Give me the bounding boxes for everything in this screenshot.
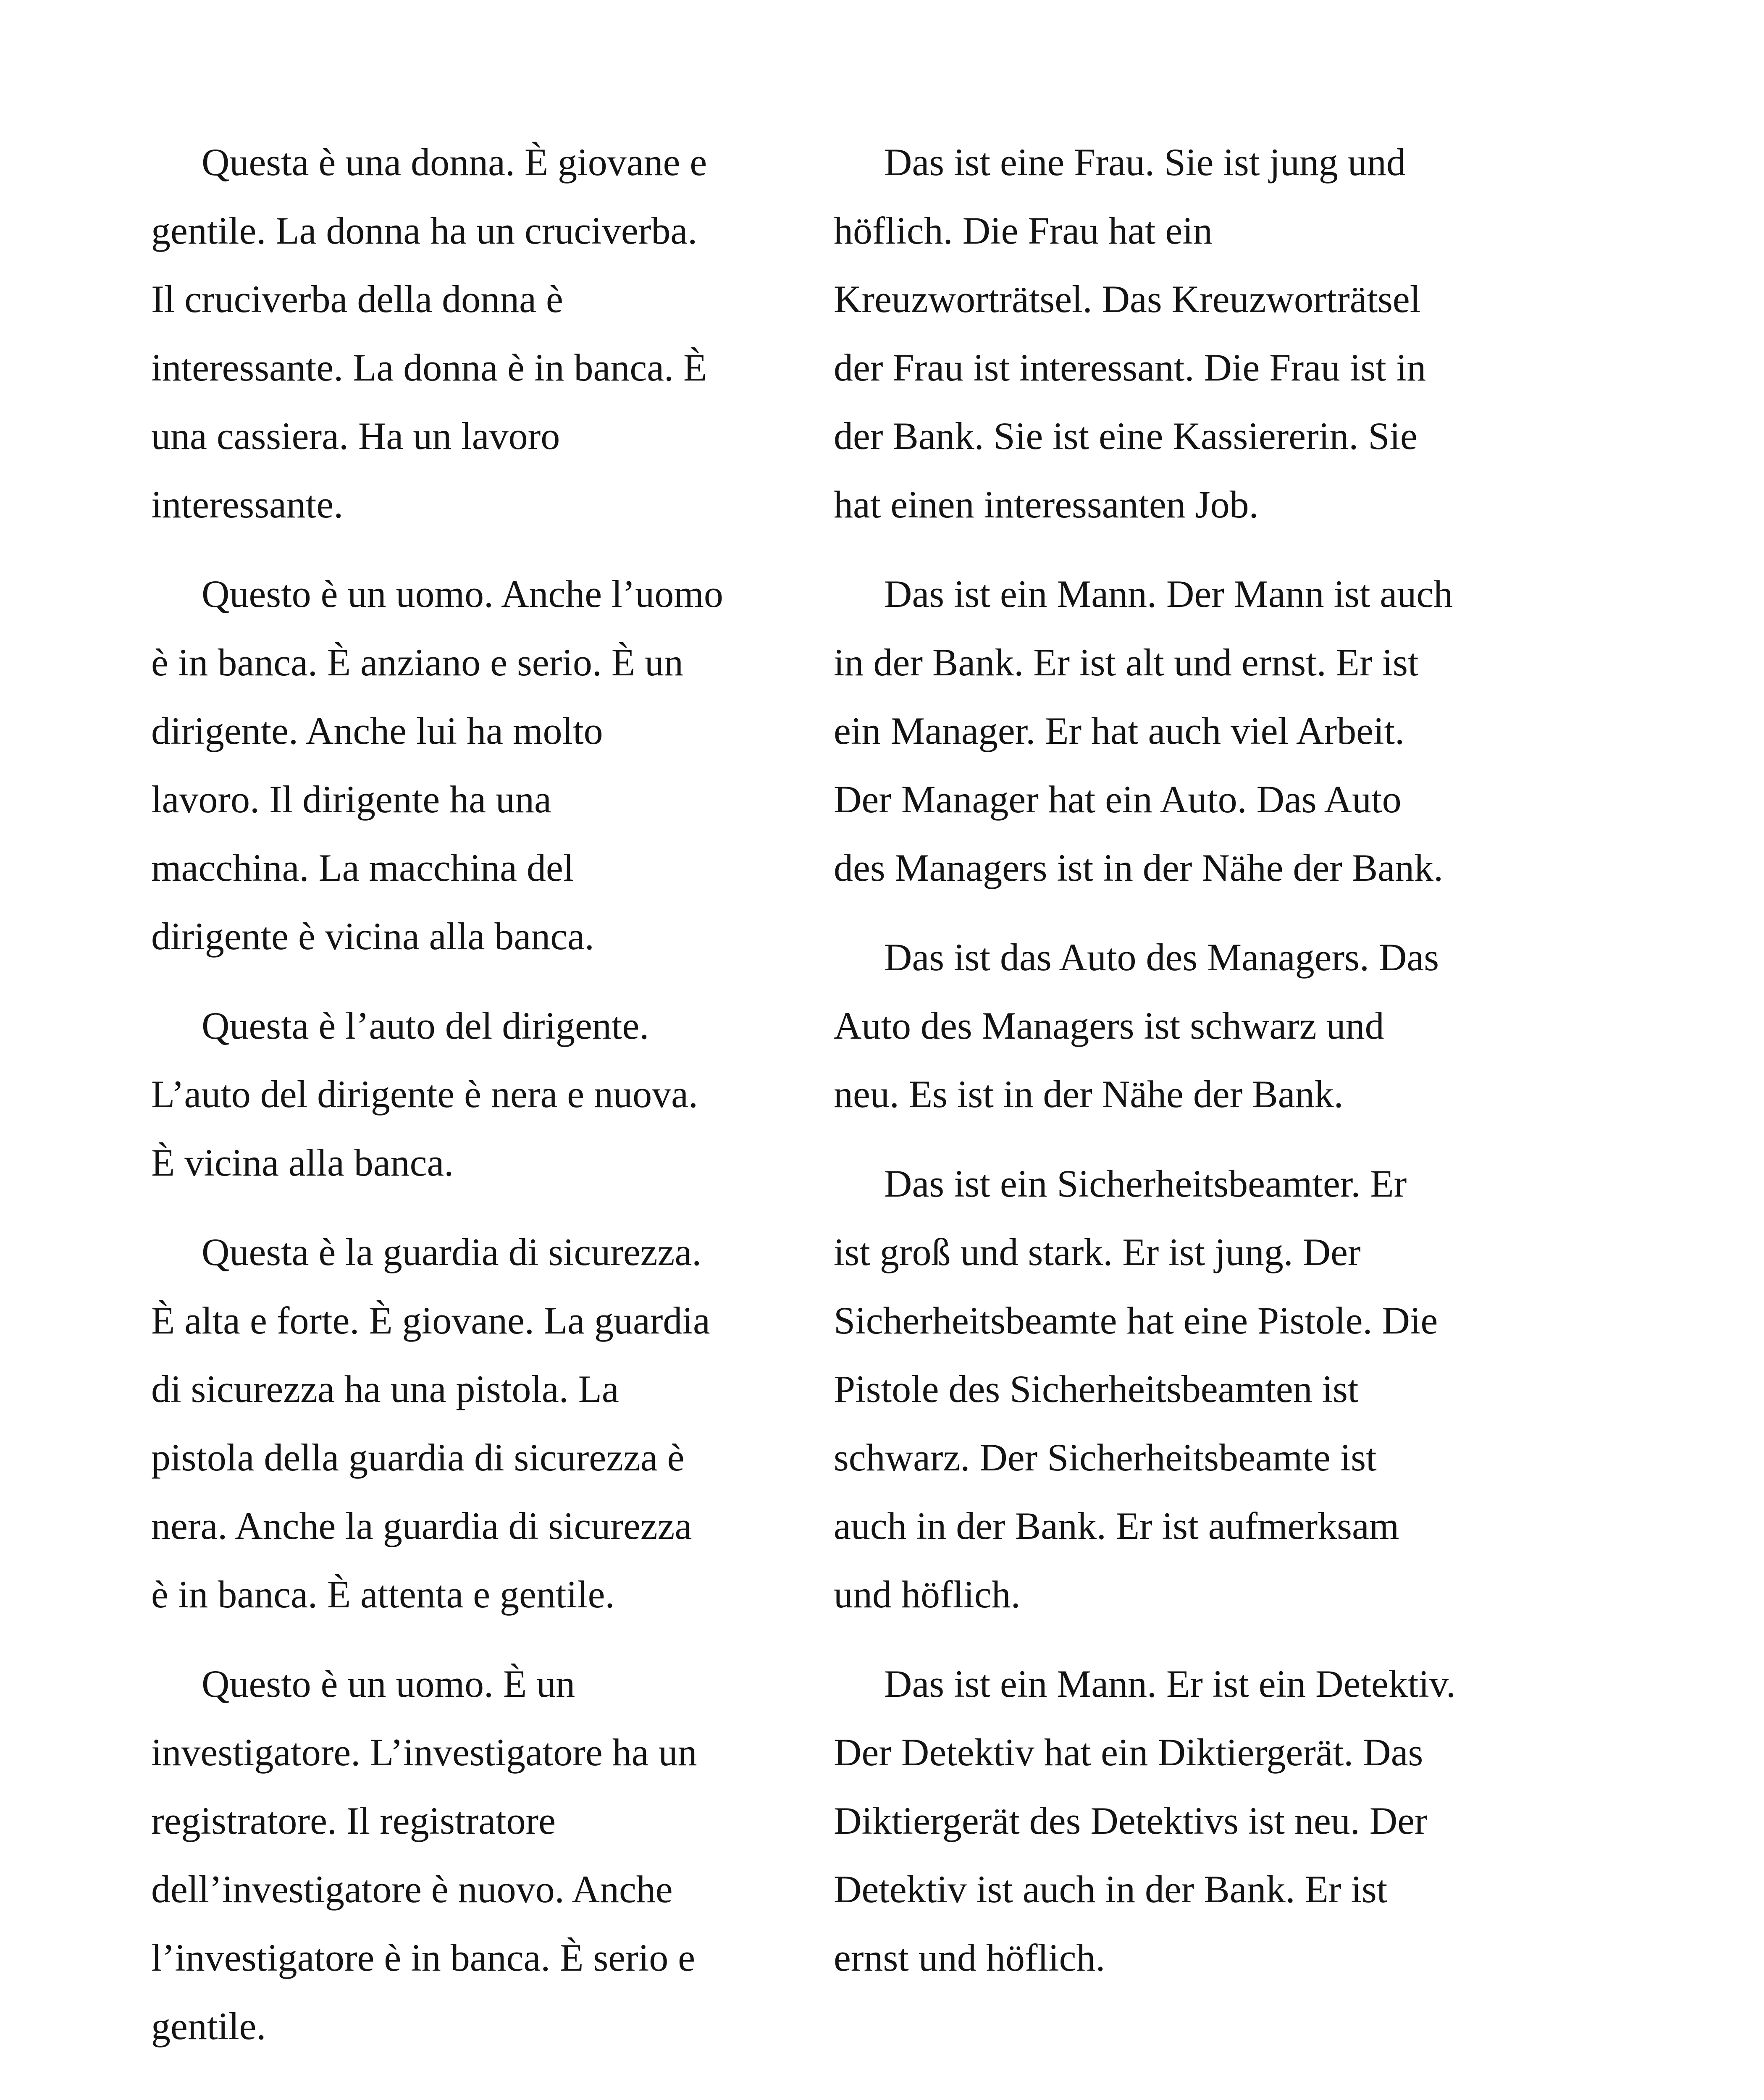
german-paragraph-4: Das ist ein Sicherheitsbeamter. Er ist groß und stark. Er ist jung. Der Sicherheitsbeamte hat eine Pistole. Die Pistole des Sicherheitsbeamten ist schwarz. Der Sicherheitsbeamte ist auch in der Bank. Er ist aufmerksam und höflich. bbox=[834, 1162, 1438, 1616]
german-column bbox=[834, 128, 1544, 2013]
german-paragraph-3: Das ist das Auto des Managers. Das Auto des Managers ist schwarz und neu. Es ist in der Nähe der Bank. bbox=[834, 936, 1439, 1116]
german-paragraph-2: Das ist ein Mann. Der Mann ist auch in der Bank. Er ist alt und ernst. Er ist ein Manager. Er hat auch viel Arbeit. Der Manager hat ein Auto. Das Auto des Managers ist in der Nähe der Bank. bbox=[834, 572, 1453, 889]
italian-paragraph-3: Questa è l’auto del dirigente. L’auto del dirigente è nera e nuova. È vicina alla banca. bbox=[151, 1004, 698, 1184]
german-paragraph-1: Das ist eine Frau. Sie ist jung und höflich. Die Frau hat ein Kreuzworträtsel. Das Kreuzworträtsel der Frau ist interessant. Die Frau ist in der Bank. Sie ist eine Kassiererin. Sie hat einen interessanten Job. bbox=[834, 141, 1426, 526]
italian-column bbox=[151, 128, 806, 2082]
german-paragraph-5: Das ist ein Mann. Er ist ein Detektiv. Der Detektiv hat ein Diktiergerät. Das Diktiergerät des Detektivs ist neu. Der Detektiv ist auch in der Bank. Er ist ernst und höflich. bbox=[834, 1662, 1456, 1979]
italian-paragraph-2: Questo è un uomo. Anche l’uomo è in banca. È anziano e serio. È un dirigente. Anche lui ha molto lavoro. Il dirigente ha una macchina. La macchina del dirigente è vicina alla banca. bbox=[151, 572, 723, 958]
italian-paragraph-4: Questa è la guardia di sicurezza. È alta e forte. È giovane. La guardia di sicurezza ha una pistola. La pistola della guardia di sicurezza è nera. Anche la guardia di sicurezza è in banca. È attenta e gentile. bbox=[151, 1231, 710, 1616]
italian-paragraph-5: Questo è un uomo. È un investigatore. L’investigatore ha un registratore. Il registratore dell’investigatore è nuovo. Anche l’investigatore è in banca. È serio e gentile. bbox=[151, 1662, 697, 2048]
italian-paragraph-1: Questa è una donna. È giovane e gentile. La donna ha un cruciverba. Il cruciverba della donna è interessante. La donna è in banca. È una cassiera. Ha un lavoro interessante. bbox=[151, 141, 707, 526]
